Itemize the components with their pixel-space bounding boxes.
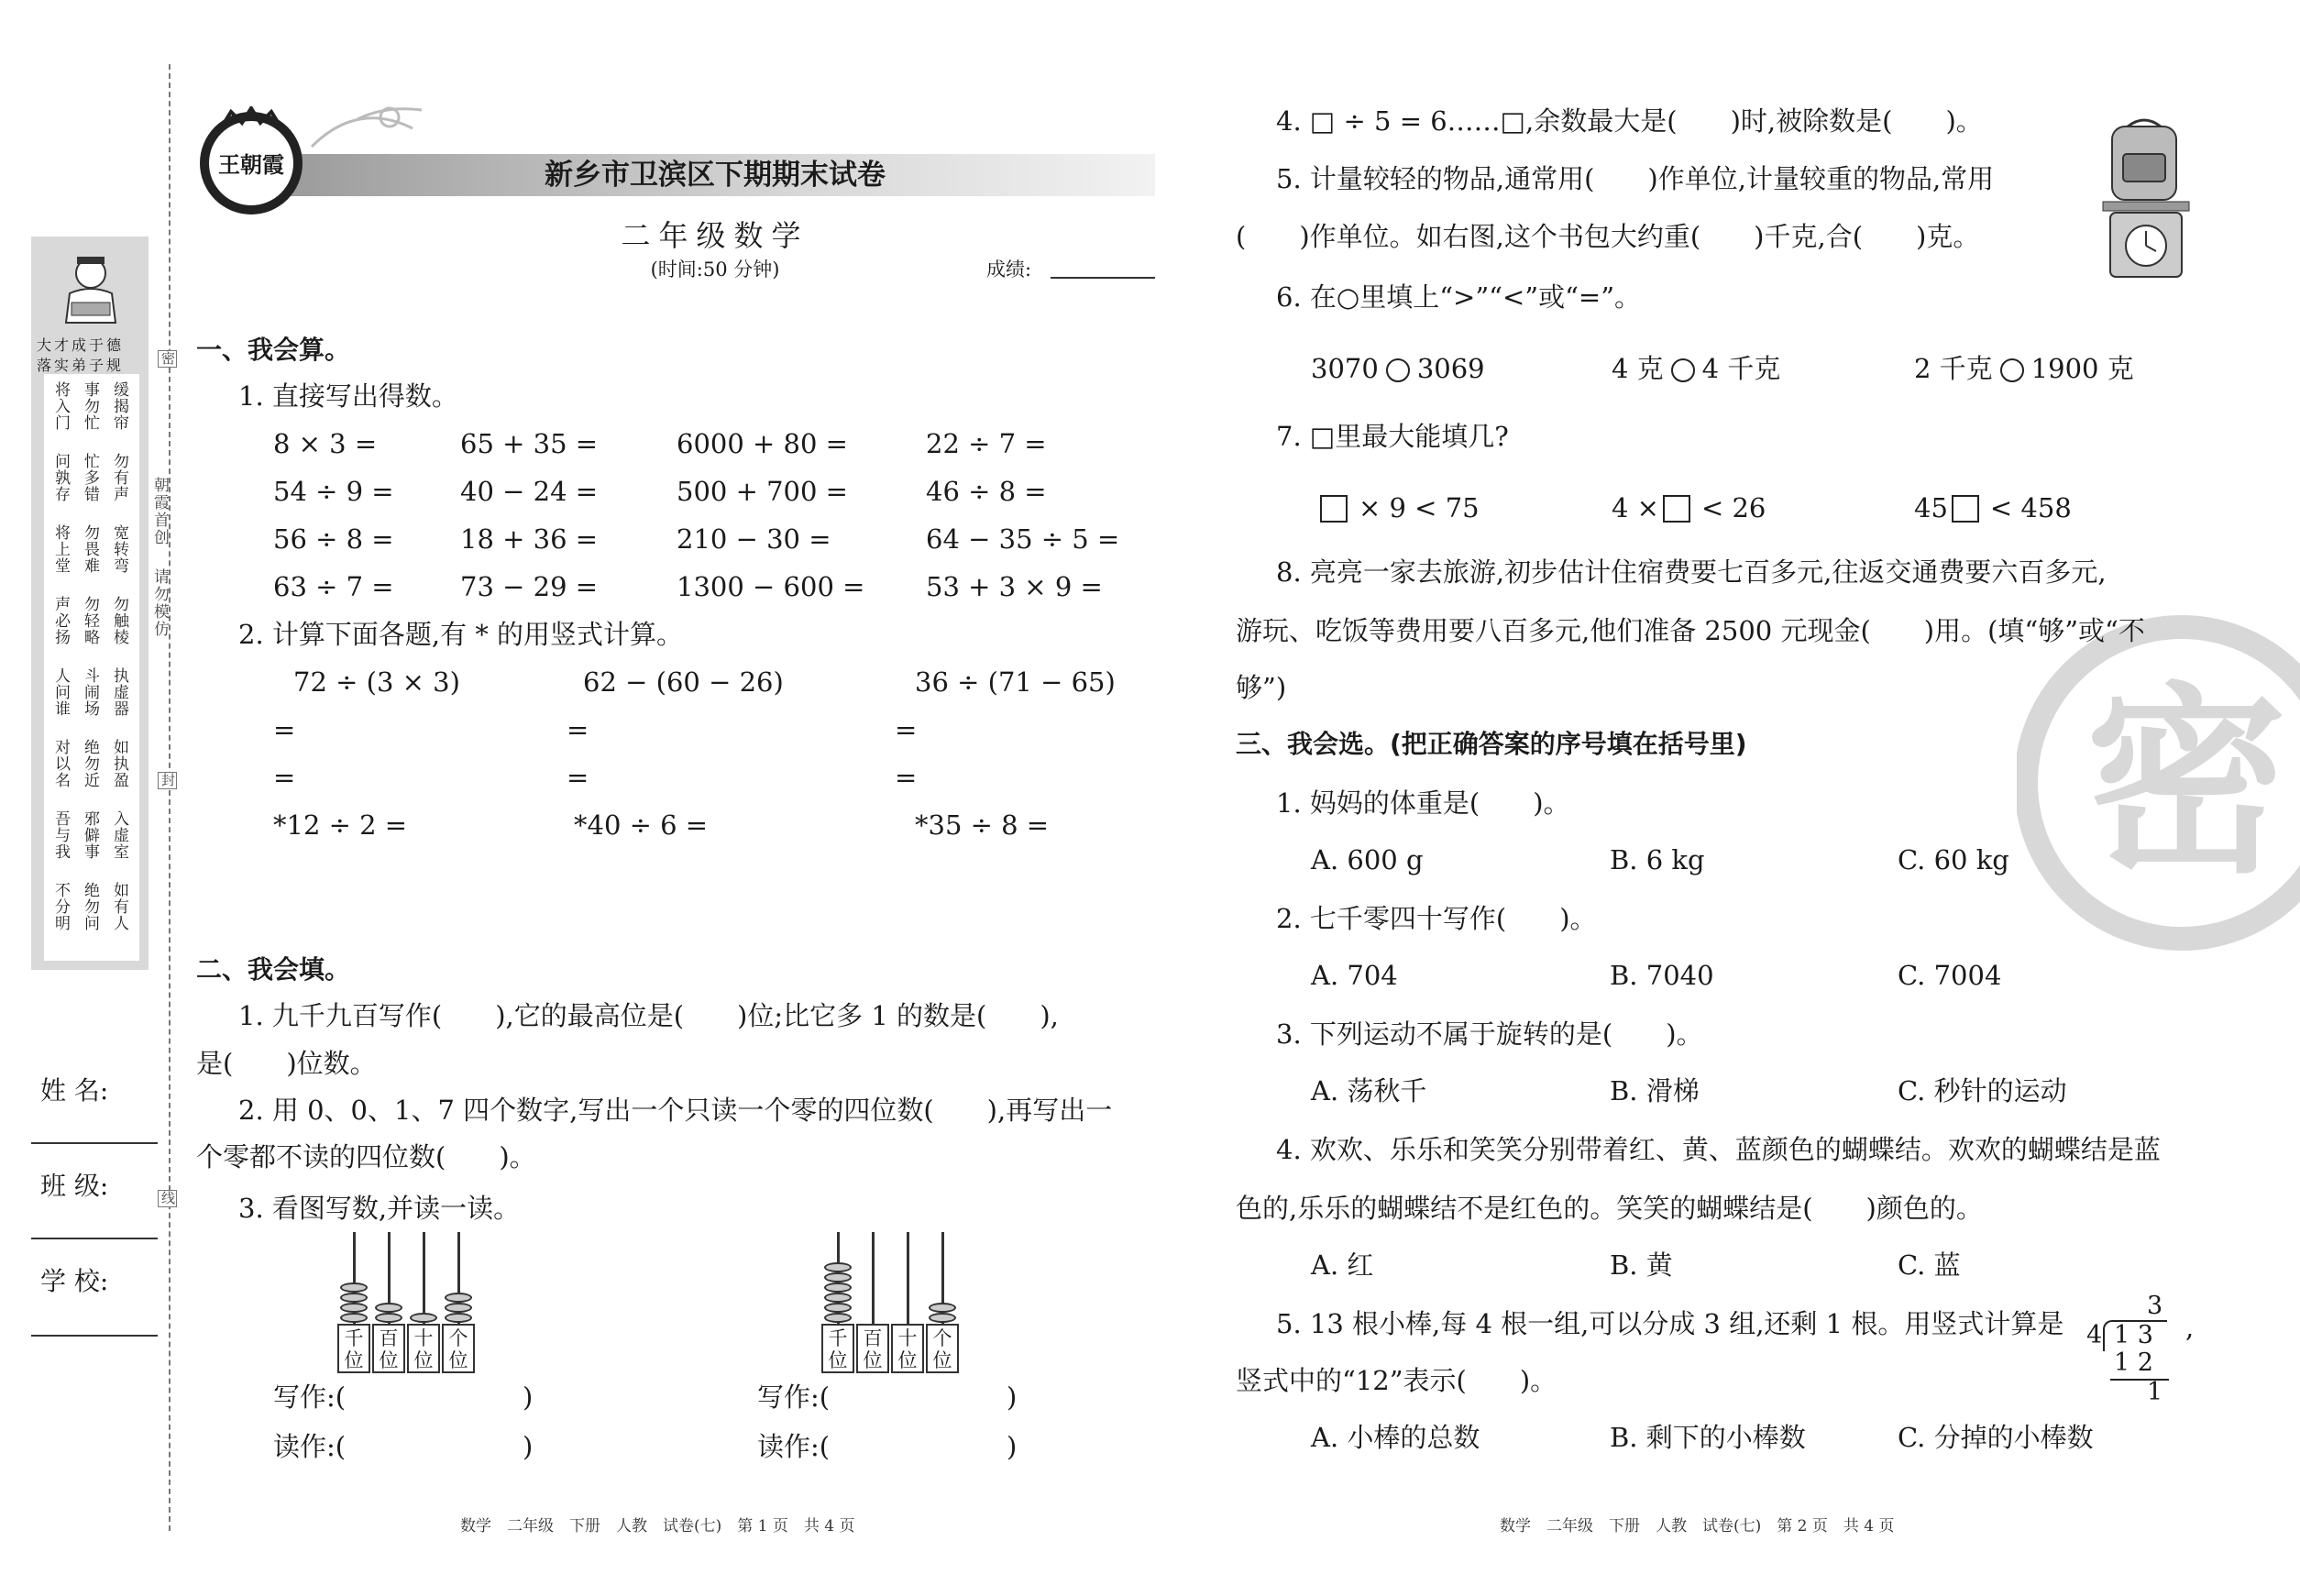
motto-column: 问孰存 <box>51 453 70 502</box>
choice-q5-comma: , <box>2185 1312 2195 1343</box>
abacus-bead <box>340 1313 368 1323</box>
compare-item <box>1914 352 2134 385</box>
abacus-place-label: 十 位 <box>407 1324 440 1373</box>
binding-mark-mi: 密 <box>160 351 176 367</box>
max-digit-suffix: < 458 <box>1989 492 2072 523</box>
abacus-rod <box>423 1232 425 1324</box>
abacus-place-label: 百 位 <box>372 1324 405 1373</box>
abacus-bead <box>445 1313 472 1323</box>
abacus-2-write-label: 写作:( <box>757 1381 831 1413</box>
choice-option[interactable]: C. 秒针的运动 <box>1898 1075 2067 1106</box>
fill-q2-line-1: 2. 用 0、0、1、7 四个数字,写出一个只读一个零的四位数( ),再写出一 <box>238 1095 1113 1126</box>
score-label: 成绩: <box>986 259 1032 281</box>
motto-column: 宽转弯 <box>110 524 128 574</box>
oral-calc-item: 40 − 24 = <box>460 476 599 507</box>
working-equals: = <box>567 714 589 745</box>
motto-column: 事勿忙 <box>81 381 99 431</box>
choice-option[interactable]: A. 荡秋千 <box>1311 1075 1427 1106</box>
division-divisor: 4 <box>2086 1321 2103 1349</box>
abacus-bead <box>824 1293 852 1303</box>
motto-column: 缓揭帘 <box>110 381 128 431</box>
fill-q2-line-2: 个零都不读的四位数( )。 <box>196 1141 536 1172</box>
abacus-bead <box>375 1313 402 1323</box>
choice-option[interactable]: C. 分掉的小棒数 <box>1898 1422 2094 1453</box>
oral-calc-item: 210 − 30 = <box>677 523 831 555</box>
copyright-note-1: 朝霞首创 <box>150 477 169 546</box>
working-equals: = <box>567 762 589 793</box>
logo-text: 王朝霞 <box>218 151 284 178</box>
name-field[interactable] <box>31 1142 158 1144</box>
choice-option[interactable]: A. 红 <box>1311 1249 1374 1281</box>
answer-box[interactable] <box>1952 495 1979 523</box>
oral-calc-item: 18 + 36 = <box>460 523 599 555</box>
q2-star-1: *12 ÷ 2 = <box>273 809 408 841</box>
abacus-place-label: 个 位 <box>442 1324 475 1373</box>
abacus-bead <box>445 1293 472 1303</box>
fill-q5-line-2: ( )作单位。如右图,这个书包大约重( )千克,合( )克。 <box>1236 221 1980 252</box>
sidebar-motto-panel <box>31 237 149 970</box>
compare-circle[interactable] <box>1386 358 1410 382</box>
motto-column: 绝勿近 <box>81 739 99 788</box>
footer-right: 数学 二年级 下册 人教 试卷(七) 第 2 页 共 4 页 <box>1500 1517 1895 1535</box>
oral-calc-item: 73 − 29 = <box>460 571 599 602</box>
motto-column: 勿有声 <box>110 453 128 502</box>
abacus-bead <box>375 1303 402 1313</box>
binding-mark-xian: 线 <box>160 1191 176 1206</box>
section-1-heading: 一、我会算。 <box>196 335 351 365</box>
q2-star-2: *40 ÷ 6 = <box>574 809 709 841</box>
compare-item <box>1612 352 1780 385</box>
binding-mark-feng: 封 <box>160 773 176 788</box>
footer-left: 数学 二年级 下册 人教 试卷(七) 第 1 页 共 4 页 <box>460 1517 855 1535</box>
choice-option[interactable]: A. 704 <box>1311 960 1398 991</box>
choice-option[interactable]: B. 黄 <box>1610 1249 1673 1281</box>
fill-q8-line-3: 够”) <box>1236 672 1287 703</box>
oral-calc-item: 46 ÷ 8 = <box>926 476 1047 507</box>
q2-star-3: *35 ÷ 8 = <box>915 809 1050 841</box>
fill-q8-line-1: 8. 亮亮一家去旅游,初步估计住宿费要七百多元,往返交通费要六百多元, <box>1276 556 2107 588</box>
motto-line-2: 落实弟子规 <box>37 357 125 374</box>
motto-column: 将入门 <box>51 381 70 431</box>
motto-column: 绝勿问 <box>81 882 99 931</box>
max-digit-prefix: 45 <box>1914 492 1948 523</box>
working-equals: = <box>895 714 918 745</box>
max-digit-suffix: × 9 < 75 <box>1359 492 1480 523</box>
compare-item <box>1311 352 1485 385</box>
choice-option[interactable]: B. 7040 <box>1610 960 1714 991</box>
subject-title: 二年级数学 <box>621 218 809 253</box>
class-label: 班 级: <box>40 1171 109 1201</box>
max-digit-prefix: 4 × <box>1612 492 1659 523</box>
abacus-1-write-label: 写作:( <box>273 1381 347 1413</box>
school-label: 学 校: <box>40 1266 109 1296</box>
abacus-2-write-close[interactable]: ) <box>1007 1381 1018 1413</box>
answer-box[interactable] <box>1663 495 1690 523</box>
class-field[interactable] <box>31 1238 158 1239</box>
abacus-rod <box>872 1232 875 1324</box>
choice-option[interactable]: C. 蓝 <box>1898 1249 1961 1281</box>
abacus-bead <box>824 1303 852 1313</box>
motto-column: 如有人 <box>110 882 128 931</box>
choice-q4-line-1: 4. 欢欢、乐乐和笑笑分别带着红、黄、蓝颜色的蝴蝶结。欢欢的蝴蝶结是蓝 <box>1276 1134 2161 1165</box>
division-product: 1 2 <box>2114 1348 2153 1377</box>
compare-right: 1900 克 <box>2030 353 2134 384</box>
motto-column: 执虚器 <box>110 667 128 717</box>
division-dividend: 1 3 <box>2114 1321 2153 1349</box>
motto-column: 人问谁 <box>51 667 70 717</box>
compare-circle[interactable] <box>1671 358 1695 382</box>
choice-q5-line-1: 5. 13 根小棒,每 4 根一组,可以分成 3 组,还剩 1 根。用竖式计算是 <box>1276 1308 2064 1339</box>
exam-title: 新乡市卫滨区下期期末试卷 <box>545 159 886 192</box>
working-equals: = <box>273 762 296 793</box>
abacus-1-read-close[interactable]: ) <box>523 1431 534 1462</box>
abacus-bead <box>824 1282 852 1293</box>
abacus-bead <box>340 1303 368 1313</box>
abacus-place-label: 千 位 <box>337 1324 370 1373</box>
oral-calc-item: 64 − 35 ÷ 5 = <box>926 523 1120 555</box>
schoolbag-on-scale-illustration <box>2096 117 2196 282</box>
abacus-2-read-label: 读作:( <box>757 1431 831 1462</box>
abacus-1 <box>337 1232 484 1373</box>
choice-option[interactable]: B. 6 kg <box>1610 844 1705 875</box>
max-digit-item <box>1914 491 2072 524</box>
motto-column: 对以名 <box>51 739 70 788</box>
oral-calc-item: 6000 + 80 = <box>677 428 848 459</box>
motto-column: 将上堂 <box>51 524 70 574</box>
choice-q5-line-2: 竖式中的“12”表示( )。 <box>1236 1365 1557 1396</box>
motto-column: 声必扬 <box>51 596 70 645</box>
abacus-bead <box>824 1262 852 1272</box>
motto-column: 忙多错 <box>81 453 99 502</box>
oral-calc-item: 63 ÷ 7 = <box>273 571 394 602</box>
abacus-1-write-close[interactable]: ) <box>523 1381 534 1413</box>
fill-q1-line-1: 1. 九千九百写作( ),它的最高位是( )位;比它多 1 的数是( ), <box>238 1000 1059 1031</box>
motto-column: 入虚室 <box>110 810 128 860</box>
fill-q5-line-1: 5. 计量较轻的物品,通常用( )作单位,计量较重的物品,常用 <box>1276 163 1995 194</box>
max-digit-suffix: < 26 <box>1700 492 1766 523</box>
scholar-illustration <box>59 248 123 330</box>
fill-q3-title: 3. 看图写数,并读一读。 <box>238 1193 521 1224</box>
choice-option[interactable]: B. 剩下的小棒数 <box>1610 1422 1806 1453</box>
oral-calc-item: 8 × 3 = <box>273 428 378 459</box>
long-division-figure <box>2083 1292 2184 1406</box>
compare-circle[interactable] <box>2000 358 2024 382</box>
binding-dashed-line <box>169 64 171 1531</box>
fill-q8-line-2: 游玩、吃饭等费用要八百多元,他们准备 2500 元现金( )用。(填“够”或“不 <box>1236 615 2145 646</box>
abacus-bead <box>445 1303 472 1313</box>
abacus-1-read-label: 读作:( <box>273 1431 347 1462</box>
choice-option[interactable]: A. 600 g <box>1311 844 1424 875</box>
motto-column: 吾与我 <box>51 810 70 860</box>
choice-q4-line-2: 色的,乐乐的蝴蝶结不是红色的。笑笑的蝴蝶结是( )颜色的。 <box>1236 1193 1983 1224</box>
oral-calc-item: 56 ÷ 8 = <box>273 523 394 555</box>
q2-expr-3: 36 ÷ (71 − 65) <box>915 666 1116 698</box>
oral-calc-item: 53 + 3 × 9 = <box>926 571 1103 602</box>
abacus-bead <box>929 1303 956 1313</box>
oral-calc-item: 500 + 700 = <box>677 476 848 507</box>
max-digit-item <box>1612 491 1766 524</box>
fill-q6-title: 6. 在○里填上“>”“<”或“=”。 <box>1276 281 1642 313</box>
abacus-bead <box>824 1313 852 1323</box>
oral-calc-item: 54 ÷ 9 = <box>273 476 394 507</box>
compare-left: 3070 <box>1311 353 1379 384</box>
abacus-2 <box>821 1232 968 1373</box>
abacus-bead <box>929 1313 956 1323</box>
abacus-rod <box>907 1232 909 1324</box>
choice-q3: 3. 下列运动不属于旋转的是( )。 <box>1276 1018 1703 1050</box>
section-3-heading: 三、我会选。(把正确答案的序号填在括号里) <box>1236 729 1747 759</box>
abacus-bead <box>410 1313 437 1323</box>
copyright-note-2: 请勿模仿 <box>150 568 169 638</box>
motto-column: 斗闹场 <box>81 667 99 717</box>
abacus-bead <box>824 1272 852 1282</box>
choice-option[interactable]: C. 60 kg <box>1898 844 2009 875</box>
school-field[interactable] <box>31 1335 158 1337</box>
watermark-seal <box>2017 609 2300 957</box>
answer-box[interactable] <box>1320 495 1348 523</box>
q1-title: 1. 直接写出得数。 <box>238 380 458 412</box>
division-remainder: 1 <box>2147 1378 2163 1406</box>
compare-left: 4 克 <box>1612 353 1664 384</box>
abacus-bead <box>340 1282 368 1293</box>
motto-column: 勿畏难 <box>81 524 99 574</box>
compare-right: 4 千克 <box>1701 353 1781 384</box>
abacus-place-label: 百 位 <box>856 1324 889 1373</box>
name-label: 姓 名: <box>40 1075 109 1106</box>
abacus-place-label: 个 位 <box>926 1324 959 1373</box>
fill-q1-line-2: 是( )位数。 <box>196 1048 377 1079</box>
choice-option[interactable]: C. 7004 <box>1898 960 2002 991</box>
oral-calc-item: 22 ÷ 7 = <box>926 428 1047 459</box>
abacus-place-label: 十 位 <box>891 1324 924 1373</box>
q2-expr-2: 62 − (60 − 26) <box>583 666 784 698</box>
max-digit-item <box>1316 491 1480 524</box>
watermark-glyph: 密 <box>2085 666 2287 900</box>
working-equals: = <box>895 762 918 793</box>
score-field[interactable] <box>1051 277 1155 279</box>
abacus-bead <box>340 1293 368 1303</box>
section-2-heading: 二、我会填。 <box>196 954 351 985</box>
compare-left: 2 千克 <box>1914 353 1993 384</box>
q2-title: 2. 计算下面各题,有 * 的用竖式计算。 <box>238 619 684 650</box>
motto-column: 邪僻事 <box>81 810 99 860</box>
banner-ribbon <box>303 101 431 160</box>
choice-q1: 1. 妈妈的体重是( )。 <box>1276 787 1570 819</box>
fill-q7-title: 7. □里最大能填几? <box>1276 421 1509 452</box>
oral-calc-item: 65 + 35 = <box>460 428 599 459</box>
compare-right: 3069 <box>1416 353 1485 384</box>
motto-line-1: 大才成于德 <box>37 336 125 354</box>
choice-q2: 2. 七千零四十写作( )。 <box>1276 903 1597 934</box>
working-equals: = <box>273 714 296 745</box>
motto-column: 勿轻略 <box>81 596 99 645</box>
abacus-2-read-close[interactable]: ) <box>1007 1431 1018 1462</box>
choice-option[interactable]: B. 滑梯 <box>1610 1075 1700 1106</box>
oral-calc-item: 1300 − 600 = <box>677 571 865 602</box>
motto-column: 不分明 <box>51 882 70 931</box>
q2-expr-1: 72 ÷ (3 × 3) <box>293 666 460 698</box>
motto-column: 勿触棱 <box>110 596 128 645</box>
choice-option[interactable]: A. 小棒的总数 <box>1311 1422 1480 1453</box>
fill-q4: 4. □ ÷ 5 = 6……□,余数最大是( )时,被除数是( )。 <box>1276 105 1983 137</box>
exam-time: (时间:50 分钟) <box>650 259 780 281</box>
division-quotient: 3 <box>2147 1292 2163 1320</box>
abacus-place-label: 千 位 <box>821 1324 854 1373</box>
motto-column: 如执盈 <box>110 739 128 788</box>
